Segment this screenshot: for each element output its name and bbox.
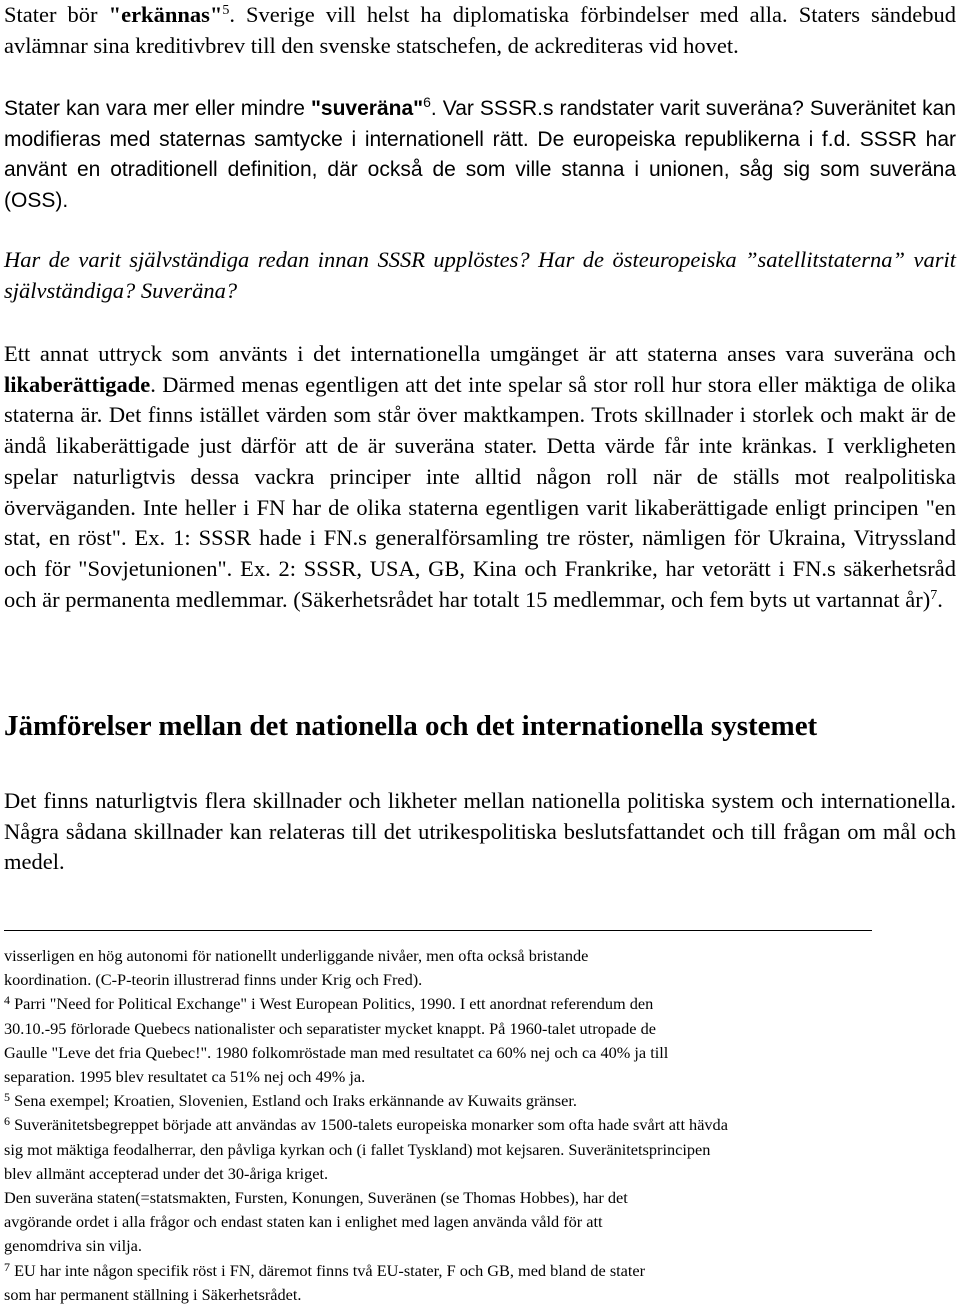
footnote-6-line: genomdriva sin vilja. xyxy=(4,1236,142,1256)
section-heading: Jämförelser mellan det nationella och det internationella systemet xyxy=(4,710,818,742)
footnote-continuation-line: koordination. (C-P-teorin illustrerad finns under Krig och Fred). xyxy=(4,970,423,990)
footnote-ref-7[interactable]: 7 xyxy=(930,587,938,603)
footnote-6-line: sig mot mäktiga feodalherrar, den påvliga kyrkan och (i fallet Tyskland) mot kejsaren. Suveränitetsprincipen xyxy=(4,1139,711,1159)
p2-text-a: Stater kan vara mer eller mindre xyxy=(4,97,311,120)
footnote-4-line: Gaulle "Leve det fria Quebec!". 1980 folkomröstade man med resultatet ca 60% nej och ca 40% ja till xyxy=(4,1042,669,1062)
footnote-5-text: Sena exempel; Kroatien, Slovenien, Estland och Iraks erkännande av Kuwaits gränser. xyxy=(10,1091,577,1111)
footnote-number-5: 5 xyxy=(4,1090,10,1105)
footnote-5-line xyxy=(4,1089,956,1113)
footnote-6-line: avgörande ordet i alla frågor och endast staten kan i enlighet med lagen använda våld för att xyxy=(4,1212,603,1232)
footnote-6-line: Den suveräna staten(=statsmakten, Fursten, Konungen, Suveränen (se Thomas Hobbes), har det xyxy=(4,1188,628,1208)
footnote-4-line: separation. 1995 blev resultatet ca 51% nej och 49% ja. xyxy=(4,1067,366,1087)
footnote-4-line xyxy=(4,992,956,1016)
p1-text-a: Stater bör xyxy=(4,2,109,27)
p2-text-b: . Var SSSR.s randstater varit suveräna? Suveränitet kan modifieras med staternas samtycke i internationell rätt. De europeiska republikerna i f.d. SSSR har använt en otraditionell definition, där också de som ville stanna i unionen, såg sig som suveräna (OSS). xyxy=(4,97,956,213)
footnotes-section xyxy=(4,944,956,1307)
p4-text-a: Ett annat uttryck som använts i det internationella umgänget är att staterna anses vara suveräna och xyxy=(4,341,956,366)
p1-text-b: . Sverige vill helst ha diplomatiska förbindelser med alla. Staters sändebud avlämnar sina kreditivbrev till den svenske statschefen, de ackrediteras vid hovet. xyxy=(4,2,956,58)
paragraph-questions: Har de varit självständiga redan innan SSSR upplöstes? Har de östeuropeiska ”satellitstaterna” varit självständiga? Suveräna? xyxy=(4,247,956,303)
footnote-number-4: 4 xyxy=(4,993,10,1008)
footnote-7-line xyxy=(4,1259,956,1283)
footnote-number-7: 7 xyxy=(4,1259,10,1274)
paragraph-sovereignty xyxy=(4,94,956,217)
paragraph-equality xyxy=(4,339,956,615)
paragraph-comparison: Det finns naturligtvis flera skillnader och likheter mellan nationella politiska system och internationella. Några sådana skillnader kan relateras till det utrikespolitiska beslutsfattandet och till frågan om mål och medel. xyxy=(4,788,956,875)
footnote-7-line: som har permanent ställning i Säkerhetsrådet. xyxy=(4,1284,302,1304)
footnote-6-line xyxy=(4,1113,956,1137)
footnote-number-6: 6 xyxy=(4,1114,10,1129)
p4-bold-term: likaberättigade xyxy=(4,371,151,397)
footnote-4-line: 30.10.-95 förlorade Quebecs nationalister och separatister mycket knappt. På 1960-talet utropade de xyxy=(4,1018,656,1038)
footnote-ref-6[interactable]: 6 xyxy=(423,94,431,110)
p2-bold-term: "suveräna" xyxy=(310,97,424,120)
footnote-divider xyxy=(4,930,872,931)
footnote-6-line: blev allmänt accepterad under det 30-åriga kriget. xyxy=(4,1163,329,1183)
footnote-ref-5[interactable]: 5 xyxy=(222,3,230,18)
footnote-6-text: Suveränitetsbegreppet började att användas av 1500-talets europeiska monarker som ofta hade svårt att hävda xyxy=(10,1115,728,1135)
p1-bold-term: "erkännas" xyxy=(108,2,223,27)
paragraph-recognition xyxy=(4,0,956,61)
footnote-4-text: Parri "Need for Political Exchange" i West European Politics, 1990. I ett anordnat referendum den xyxy=(10,994,654,1014)
footnote-7-text: EU har inte någon specifik röst i FN, däremot finns två EU-stater, F och GB, med bland de stater xyxy=(10,1260,646,1280)
footnote-continuation-line: visserligen en hög autonomi för nationellt underliggande nivåer, men ofta också bristande xyxy=(4,946,589,965)
p4-text-b: . Därmed menas egentligen att det inte spelar så stor roll hur stora eller mäktiga de olika staterna är. Det finns istället värden som står över maktkampen. Trots skillnader i storlek och makt är de ändå likaberättigade just därför att de är suveräna stater. Detta värde får inte kränkas. I verkligheten spelar naturligtvis dessa vackra principer inte alltid någon roll när de ställs mot realpolitiska överväganden. Inte heller i FN har de olika staterna egentligen varit likaberättigade enligt principen "en stat, en röst". Ex. 1: SSSR hade i FN.s generalförsamling tre röster, nämligen för Ukraina, Vitryssland och för "Sovjetunionen". Ex. 2: SSSR, USA, GB, Kina och Frankrike, har vetorätt i FN.s säkerhetsråd och är permanenta medlemmar. (Säkerhetsrådet har totalt 15 medlemmar, och fem byts ut vartannat år) xyxy=(4,371,956,612)
p4-text-c: . xyxy=(937,586,943,612)
